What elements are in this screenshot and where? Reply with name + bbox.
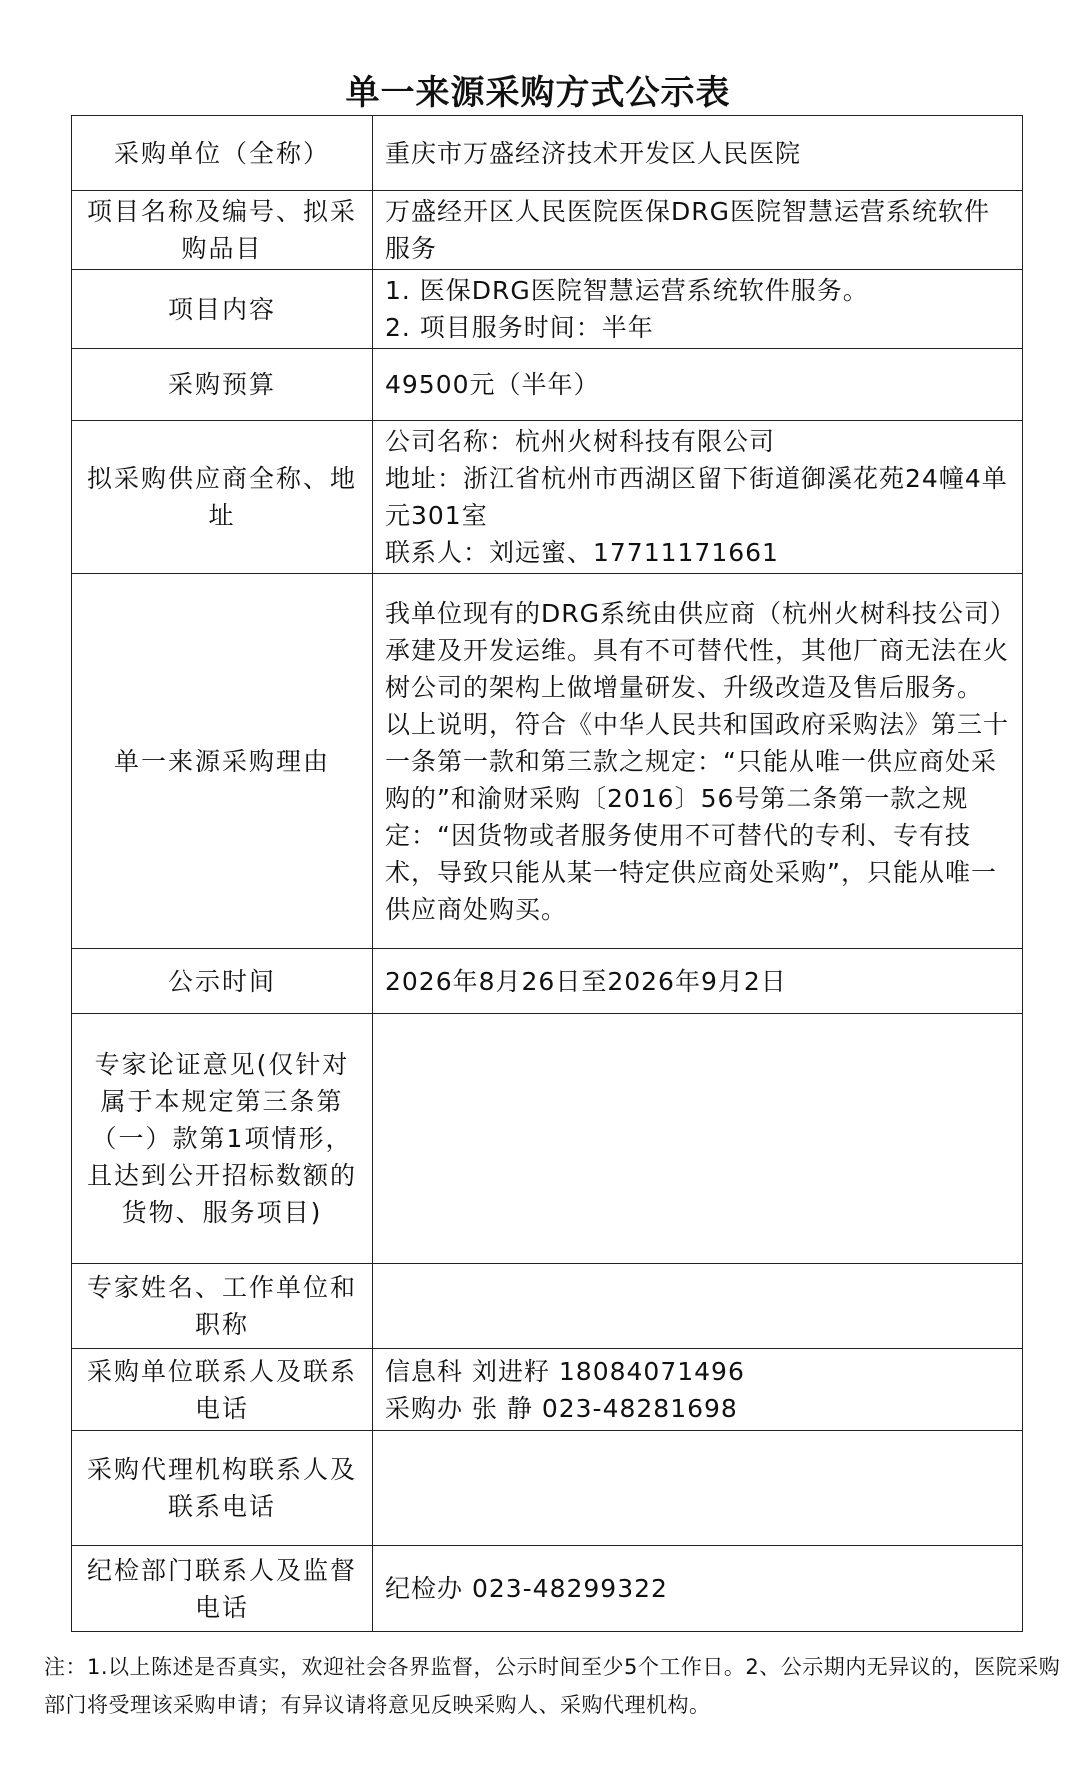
value-line: 以上说明，符合《中华人民共和国政府采购法》第三十一条第一款和第三款之规定：“只能从唯一供应商处采购的”和渝财采购〔2016〕56号第二条第一款之规定：“因货物或者服务使用不可替代的专利、专有技术，导致只能从某一特定供应商处采购”，只能从唯一供应商处购买。 <box>385 709 1010 924</box>
value-line: 重庆市万盛经济技术开发区人民医院 <box>385 138 802 168</box>
row-value-agency-contact <box>373 1431 1023 1546</box>
row-value-purchaser <box>373 116 1023 191</box>
row-value-project-name <box>373 191 1023 270</box>
row-label-project-content: 项目内容 <box>72 270 373 349</box>
value-line: 纪检办 023-48299322 <box>385 1574 668 1603</box>
table-row <box>72 1546 1023 1632</box>
table-row <box>72 421 1023 574</box>
row-label-budget: 采购预算 <box>72 349 373 421</box>
table-row <box>72 1014 1023 1264</box>
table-row <box>72 349 1023 421</box>
row-label-purchaser-contact: 采购单位联系人及联系电话 <box>72 1349 373 1431</box>
value-line: 万盛经开区人民医院医保DRG医院智慧运营系统软件服务 <box>385 197 990 263</box>
page-title: 单一来源采购方式公示表 <box>345 73 731 113</box>
row-value-supplier <box>373 421 1023 574</box>
value-line: 2026年8月26日至2026年9月2日 <box>385 966 787 996</box>
value-line: 2. 项目服务时间：半年 <box>385 313 654 342</box>
table-row <box>72 1431 1023 1546</box>
table-row <box>72 116 1023 191</box>
row-label-purchaser: 采购单位（全称） <box>72 116 373 191</box>
footnote: 注：1.以上陈述是否真实，欢迎社会各界监督，公示时间至少5个工作日。2、公示期内无异议的，医院采购部门将受理该采购申请；有异议请将意见反映采购人、采购代理机构。 <box>44 1655 1061 1717</box>
table-row <box>72 949 1023 1014</box>
table-row <box>72 574 1023 949</box>
row-value-budget <box>373 349 1023 421</box>
value-line: 联系人：刘远蜜、17711171661 <box>385 538 779 567</box>
row-label-notice-period: 公示时间 <box>72 949 373 1014</box>
value-line: 地址：浙江省杭州市西湖区留下街道御溪花苑24幢4单元301室 <box>385 464 1008 530</box>
row-label-supplier: 拟采购供应商全称、地址 <box>72 421 373 574</box>
table-row <box>72 1349 1023 1431</box>
value-line: 我单位现有的DRG系统由供应商（杭州火树科技公司）承建及开发运维。具有不可替代性，其他厂商无法在火树公司的架构上做增量研发、升级改造及售后服务。 <box>385 598 1010 702</box>
row-label-supervision-contact: 纪检部门联系人及监督电话 <box>72 1546 373 1632</box>
row-value-supervision-contact <box>373 1546 1023 1632</box>
table-row <box>72 270 1023 349</box>
row-value-reason <box>373 574 1023 949</box>
row-value-project-content <box>373 270 1023 349</box>
row-value-notice-period <box>373 949 1023 1014</box>
row-value-expert-names <box>373 1264 1023 1349</box>
value-line: 采购办 张 静 023-48281698 <box>385 1393 738 1423</box>
value-line: 1. 医保DRG医院智慧运营系统软件服务。 <box>385 276 869 305</box>
row-label-expert-opinion: 专家论证意见(仅针对属于本规定第三条第（一）款第1项情形，且达到公开招标数额的货物、服务项目) <box>72 1014 373 1264</box>
table-row <box>72 191 1023 270</box>
value-line: 公司名称：杭州火树科技有限公司 <box>385 427 776 456</box>
value-line: 信息科 刘进籽 18084071496 <box>385 1356 745 1386</box>
row-label-project-name: 项目名称及编号、拟采购品目 <box>72 191 373 270</box>
notice-table <box>71 115 1023 1632</box>
table-row <box>72 1264 1023 1349</box>
row-label-reason: 单一来源采购理由 <box>72 574 373 949</box>
row-value-expert-opinion <box>373 1014 1023 1264</box>
row-value-purchaser-contact <box>373 1349 1023 1431</box>
value-line: 49500元（半年） <box>385 370 600 399</box>
row-label-expert-names: 专家姓名、工作单位和职称 <box>72 1264 373 1349</box>
row-label-agency-contact: 采购代理机构联系人及联系电话 <box>72 1431 373 1546</box>
